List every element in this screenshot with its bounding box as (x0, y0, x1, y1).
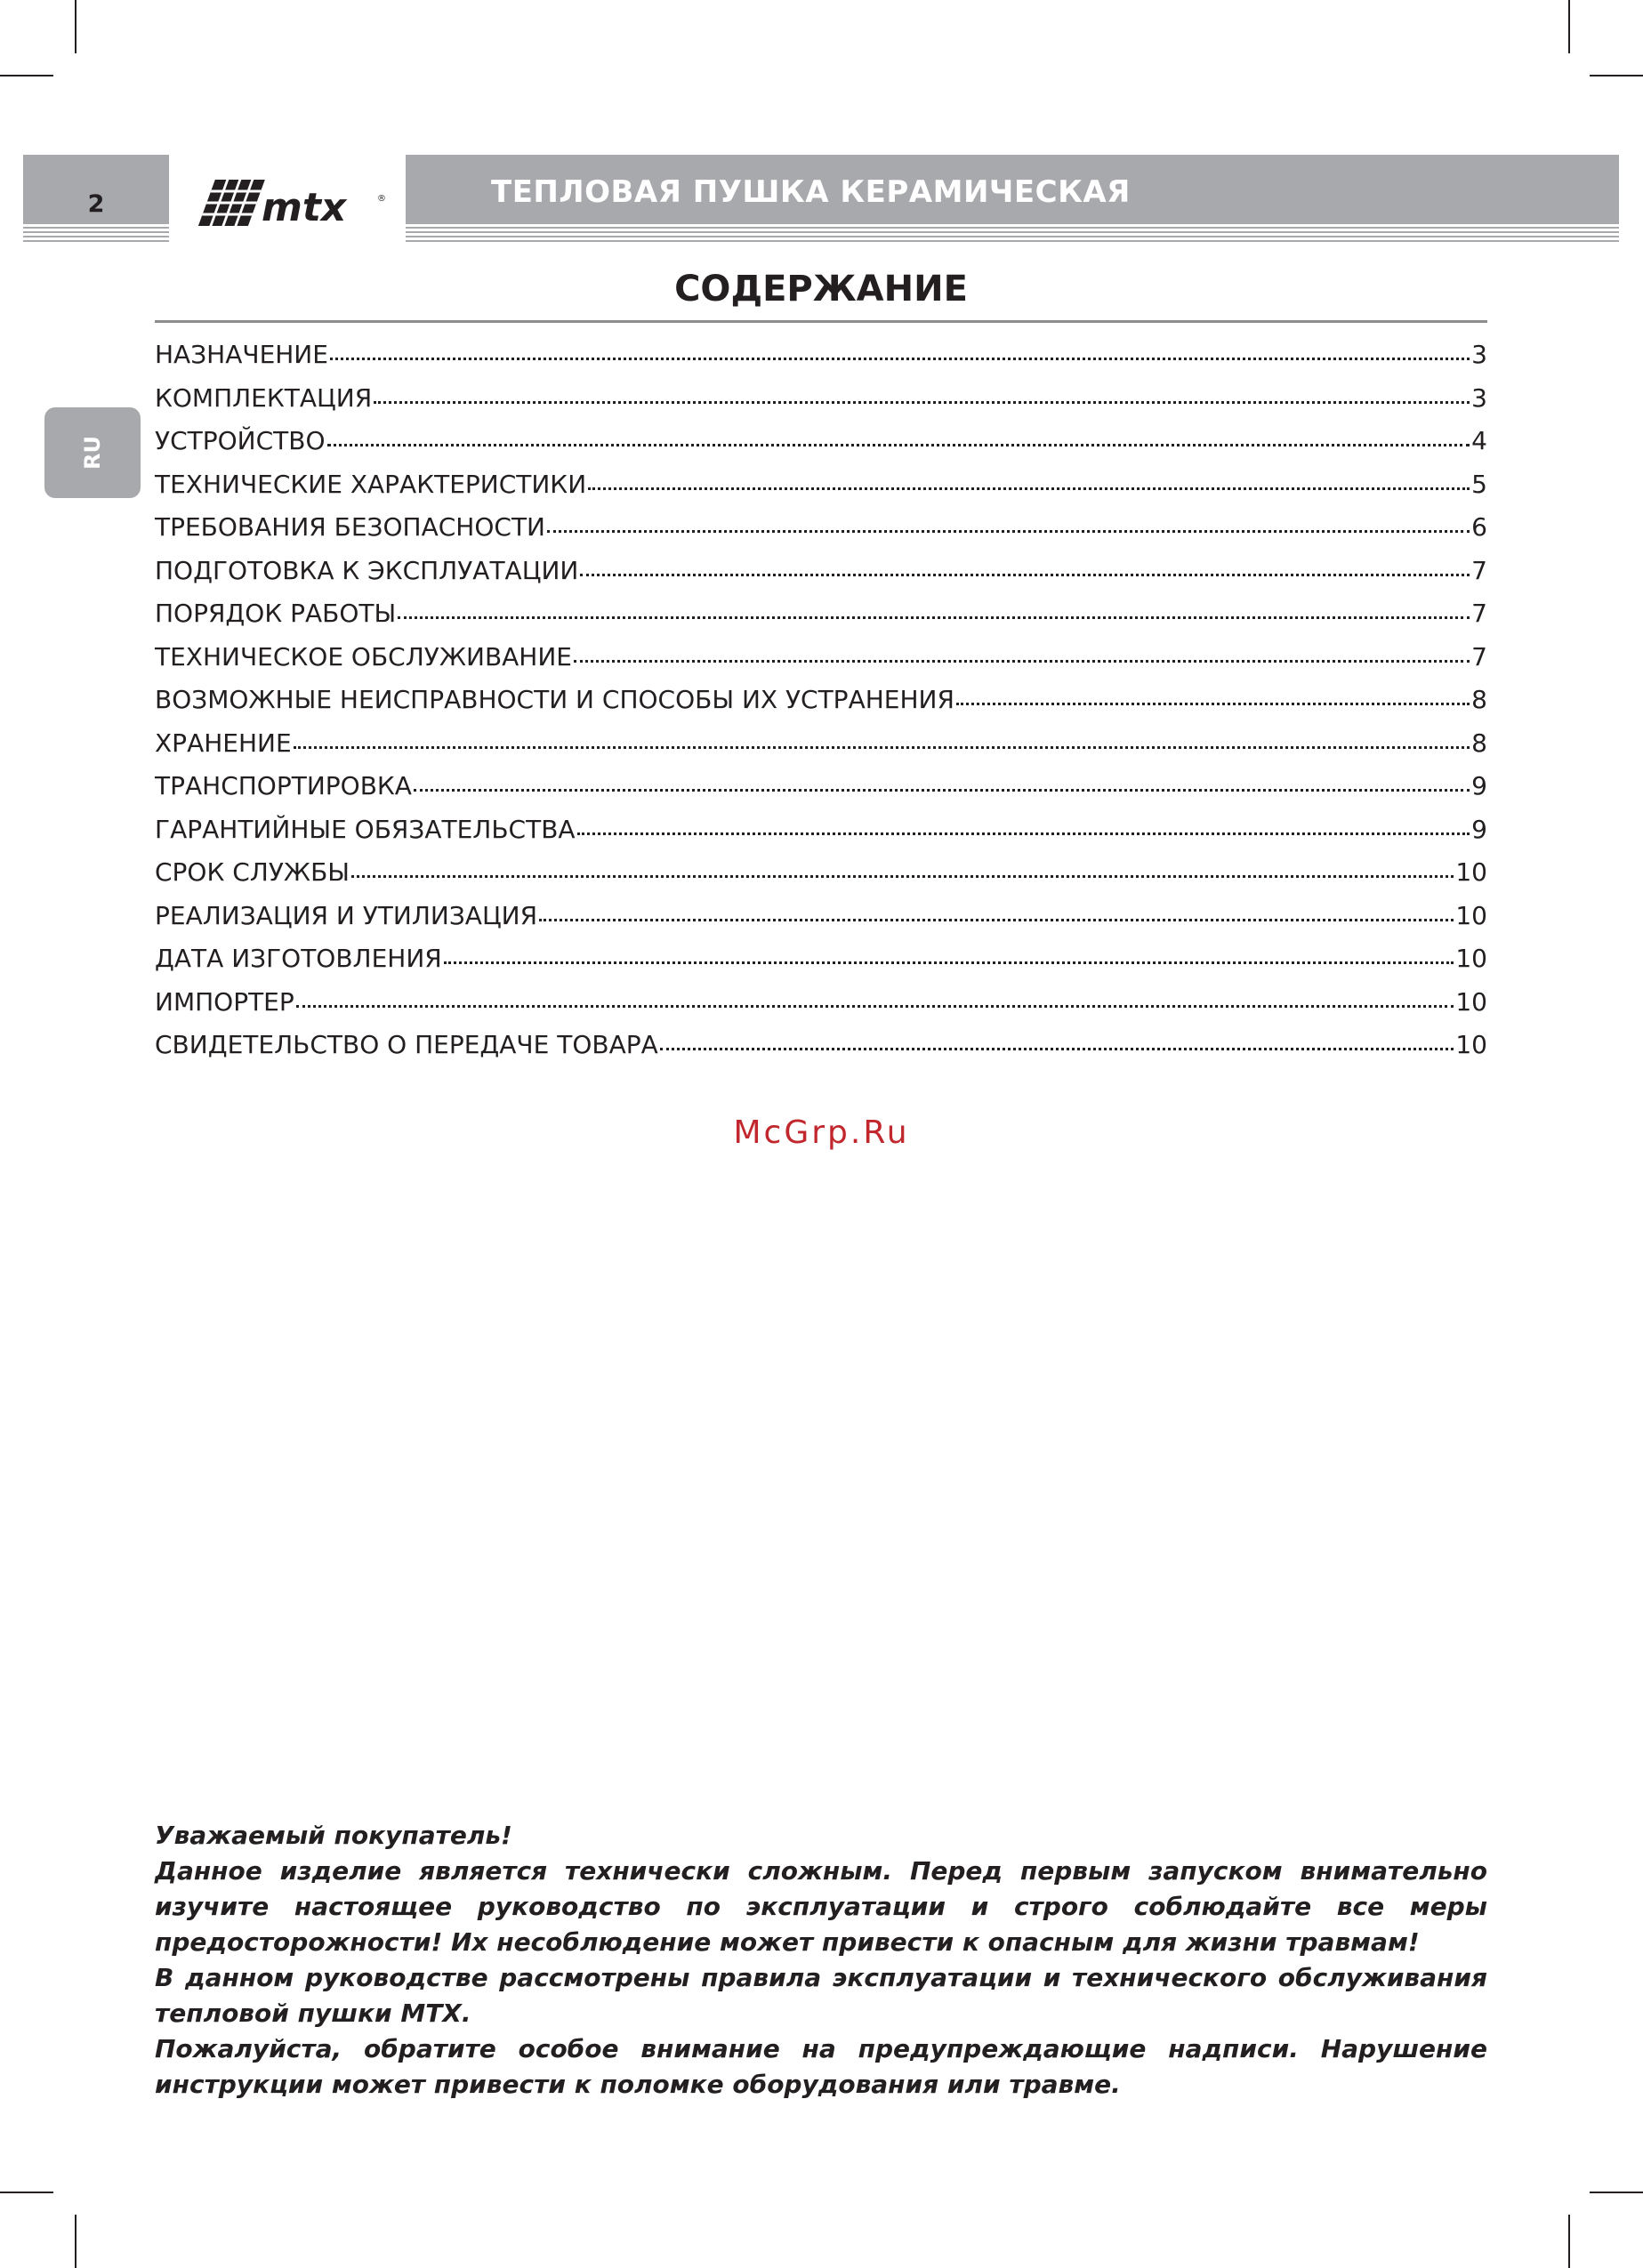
toc-item[interactable] (155, 815, 1487, 858)
toc-item-page: 8 (1471, 728, 1487, 758)
toc-item-page: 3 (1471, 340, 1487, 369)
crop-mark (0, 75, 53, 76)
toc-item-page: 10 (1455, 986, 1487, 1017)
toc-item-title: ДАТА ИЗГОТОВЛЕНИЯ (155, 944, 442, 973)
crop-mark (75, 2215, 77, 2268)
toc-item-page: 7 (1471, 555, 1487, 585)
toc-item-title: ГАРАНТИЙНЫЕ ОБЯЗАТЕЛЬСТВА (155, 814, 576, 844)
toc-item-page: 3 (1471, 382, 1487, 413)
toc-item-title: СВИДЕТЕЛЬСТВО О ПЕРЕДАЧЕ ТОВАРА (155, 1030, 658, 1059)
toc-item[interactable] (155, 857, 1487, 901)
toc-item[interactable] (155, 642, 1487, 686)
toc-item[interactable] (155, 987, 1487, 1031)
toc-leader (374, 401, 1470, 404)
toc-item[interactable] (155, 599, 1487, 642)
toc-leader (539, 919, 1454, 921)
toc-divider (155, 320, 1487, 323)
toc-item-title: ИМПОРТЕР (155, 986, 294, 1017)
toc-item[interactable] (155, 944, 1487, 987)
toc-item-page: 9 (1471, 814, 1487, 844)
toc-list (155, 340, 1487, 1074)
language-tab (44, 407, 141, 498)
watermark: McGrp.Ru (733, 1114, 910, 1151)
toc-leader (580, 574, 1470, 576)
toc-item[interactable] (155, 470, 1487, 513)
toc-item-title: ПОРЯДОК РАБОТЫ (155, 599, 397, 628)
toc-item[interactable] (155, 340, 1487, 383)
toc-item-page: 9 (1471, 771, 1487, 800)
notice-paragraph: В данном руководстве рассмотрены правила эксплуатации и технического обслуживания тепловой пушки МТХ. (155, 1963, 1487, 2028)
toc-heading: СОДЕРЖАНИЕ (674, 269, 968, 310)
toc-item-title: СРОК СЛУЖБЫ (155, 857, 350, 887)
toc-leader (444, 961, 1454, 964)
crop-mark (1590, 2192, 1643, 2193)
toc-item-title: РЕАЛИЗАЦИЯ И УТИЛИЗАЦИЯ (155, 900, 538, 930)
toc-leader (414, 789, 1470, 792)
toc-item[interactable] (155, 1030, 1487, 1074)
toc-item-page: 4 (1471, 426, 1487, 455)
toc-item-title: ХРАНЕНИЕ (155, 728, 292, 758)
toc-item-title: КОМПЛЕКТАЦИЯ (155, 382, 373, 413)
toc-leader (574, 660, 1470, 663)
toc-item-title: ВОЗМОЖНЫЕ НЕИСПРАВНОСТИ И СПОСОБЫ ИХ УСТРАНЕНИЯ (155, 685, 954, 714)
toc-leader (547, 530, 1470, 533)
svg-text:®: ® (377, 194, 386, 204)
toc-item[interactable] (155, 901, 1487, 945)
toc-item-title: ТРАНСПОРТИРОВКА (155, 771, 412, 800)
toc-item[interactable] (155, 512, 1487, 556)
toc-item-page: 10 (1455, 857, 1487, 887)
notice-paragraph: Данное изделие является технически сложным. Перед первым запуском внимательно изучите настоящее руководство по эксплуатации и строго соблюдайте все меры предосторожности! Их несоблюдение может привести к опасным для жизни травмам! (155, 1856, 1487, 1957)
header-title: ТЕПЛОВАЯ ПУШКА КЕРАМИЧЕСКАЯ (491, 174, 1131, 210)
toc-leader (330, 358, 1470, 360)
toc-item[interactable] (155, 685, 1487, 728)
language-label: RU (80, 436, 105, 470)
toc-item-page: 7 (1471, 641, 1487, 672)
toc-item-title: ТЕХНИЧЕСКОЕ ОБСЛУЖИВАНИЕ (155, 641, 572, 672)
toc-leader (296, 1005, 1454, 1008)
notice-paragraph: Пожалуйста, обратите особое внимание на предупреждающие надписи. Нарушение инструкции может привести к поломке оборудования или травме. (155, 2034, 1487, 2099)
page-number: 2 (87, 189, 105, 218)
toc-item[interactable] (155, 383, 1487, 427)
toc-item-title: ТРЕБОВАНИЯ БЕЗОПАСНОСТИ (155, 512, 545, 542)
brand-text: mtx (262, 185, 347, 230)
mtx-logo (194, 174, 390, 237)
toc-leader (588, 487, 1470, 490)
crop-mark (1590, 75, 1643, 76)
toc-item[interactable] (155, 771, 1487, 815)
customer-notice (155, 1818, 1487, 2103)
toc-leader (956, 703, 1470, 705)
toc-item-page: 10 (1455, 944, 1487, 973)
toc-item-title: УСТРОЙСТВО (155, 426, 326, 455)
toc-leader (327, 444, 1470, 446)
toc-item-page: 6 (1471, 512, 1487, 542)
crop-mark (0, 2192, 53, 2193)
toc-item-page: 8 (1471, 685, 1487, 714)
toc-item[interactable] (155, 426, 1487, 470)
toc-item-page: 5 (1471, 469, 1487, 499)
toc-item-page: 7 (1471, 599, 1487, 628)
crop-mark (75, 0, 77, 53)
toc-item-page: 10 (1455, 1030, 1487, 1059)
toc-leader (351, 875, 1454, 878)
toc-item[interactable] (155, 728, 1487, 772)
crop-mark (1568, 2215, 1570, 2268)
toc-item-page: 10 (1455, 900, 1487, 930)
toc-item[interactable] (155, 556, 1487, 599)
toc-leader (577, 832, 1470, 835)
notice-greeting: Уважаемый покупатель! (155, 1821, 512, 1850)
crop-mark (1568, 0, 1570, 53)
toc-item-title: ТЕХНИЧЕСКИЕ ХАРАКТЕРИСТИКИ (155, 469, 587, 499)
toc-leader (294, 746, 1470, 749)
toc-item-title: ПОДГОТОВКА К ЭКСПЛУАТАЦИИ (155, 555, 579, 585)
toc-leader (660, 1048, 1454, 1050)
toc-item-title: НАЗНАЧЕНИЕ (155, 340, 328, 369)
toc-leader (398, 616, 1470, 619)
